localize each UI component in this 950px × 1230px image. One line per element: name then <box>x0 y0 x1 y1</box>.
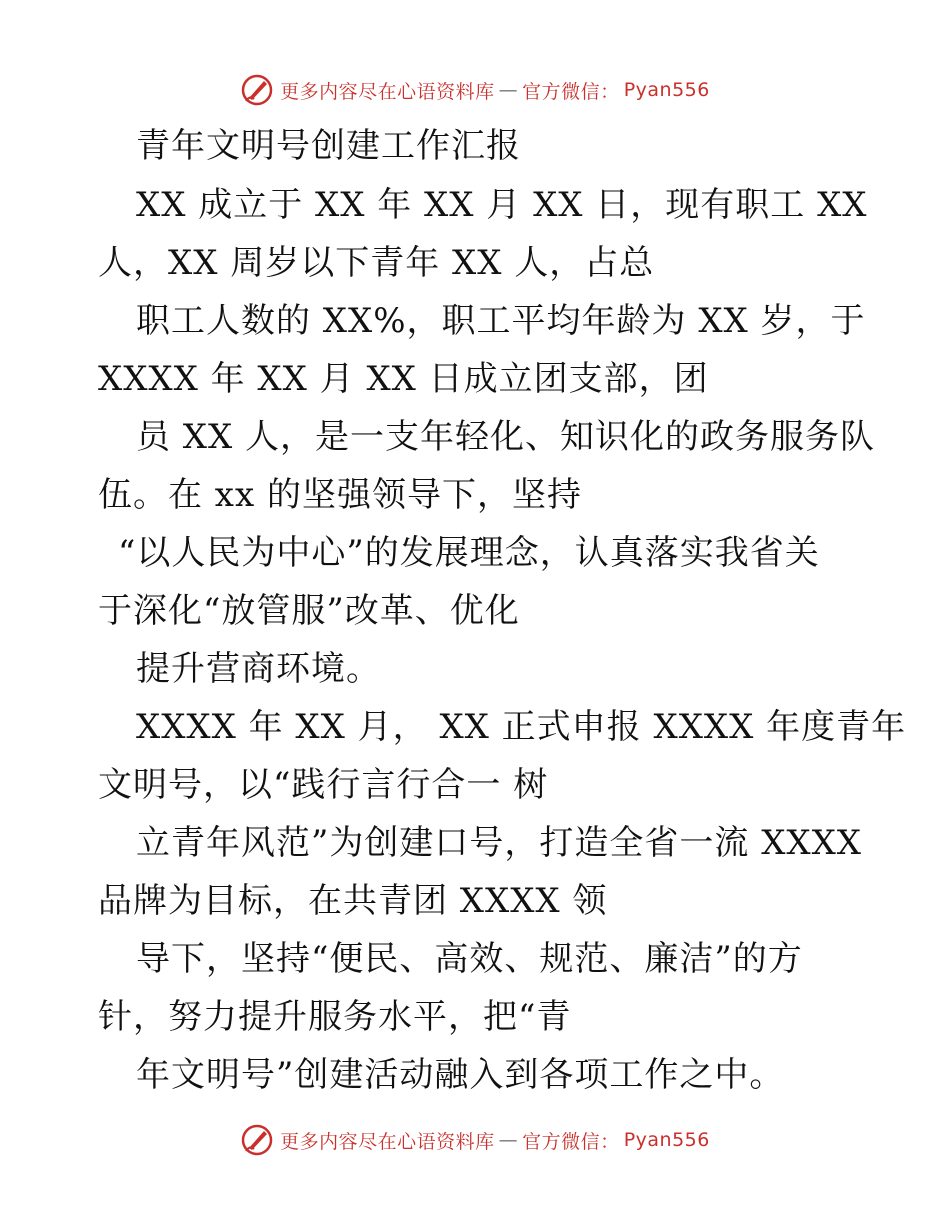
paragraph-line: 员 XX 人，是一支年轻化、知识化的政务服务队 <box>136 417 876 457</box>
banner-handle: Pyan556 <box>623 1129 710 1151</box>
paragraph-line: 提升营商环境。 <box>136 649 381 689</box>
banner-brand-text: 更多内容尽在心语资料库 <box>280 1130 495 1153</box>
banner-separator: — <box>498 79 519 101</box>
paragraph-line: 文明号，以“践行言行合一 树 <box>98 765 549 805</box>
paragraph-line: 年文明号”创建活动融入到各项工作之中。 <box>136 1055 785 1095</box>
paragraph-line: 职工人数的 XX%，职工平均年龄为 XX 岁，于 <box>136 301 866 341</box>
paragraph-line: 导下，坚持“便民、高效、规范、廉洁”的方 <box>136 939 803 979</box>
banner-separator: — <box>498 1129 519 1151</box>
pen-logo-icon <box>240 73 274 107</box>
banner-channel-text: 官方微信： <box>522 1130 620 1153</box>
paragraph-line: XXXX 年 XX 月， XX 正式申报 XXXX 年度青年 <box>136 707 907 747</box>
paragraph-line: 针，努力提升服务水平，把“青 <box>98 997 572 1037</box>
footer-banner <box>0 1122 950 1158</box>
banner-handle: Pyan556 <box>623 79 710 101</box>
pen-logo-icon <box>240 1123 274 1157</box>
banner-channel-text: 官方微信： <box>522 80 620 103</box>
paragraph-line: 于深化“放管服”改革、优化 <box>98 591 520 631</box>
paragraph-line: XX 成立于 XX 年 XX 月 XX 日，现有职工 XX <box>136 185 868 225</box>
document-title: 青年文明号创建工作汇报 <box>136 126 521 166</box>
paragraph-line: 人，XX 周岁以下青年 XX 人，占总 <box>98 243 655 283</box>
paragraph-line: 伍。在 xx 的坚强领导下，坚持 <box>98 475 582 515</box>
banner-brand-text: 更多内容尽在心语资料库 <box>280 80 495 103</box>
paragraph-line: XXXX 年 XX 月 XX 日成立团支部，团 <box>98 359 709 399</box>
paragraph-line: 品牌为目标，在共青团 XXXX 领 <box>98 881 608 921</box>
header-banner <box>0 72 950 108</box>
paragraph-line: “以人民为中心”的发展理念，认真落实我省关 <box>118 533 820 573</box>
paragraph-line: 立青年风范”为创建口号，打造全省一流 XXXX <box>136 823 863 863</box>
